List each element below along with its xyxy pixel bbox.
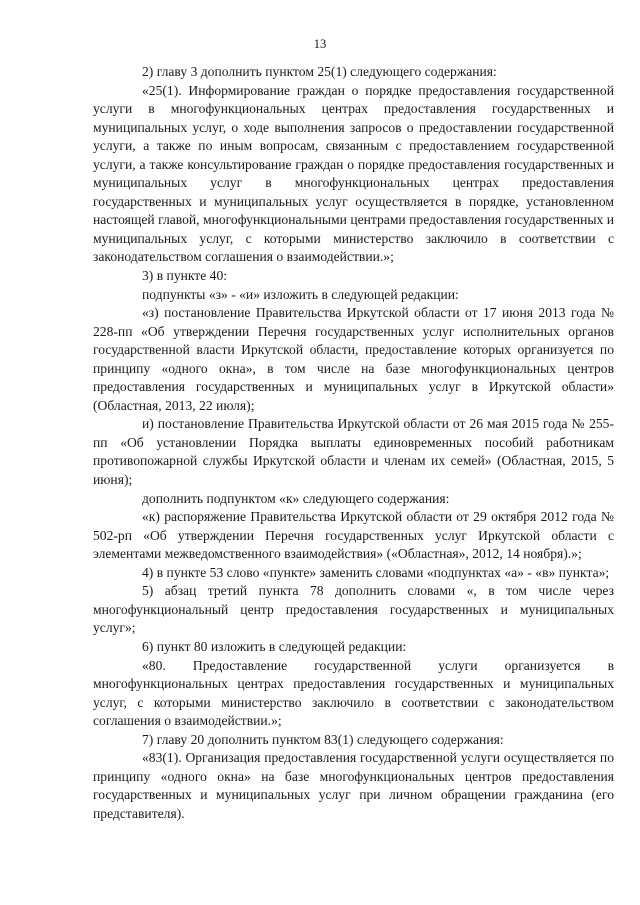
- paragraph: «з) постановление Правительства Иркутской области от 17 июня 2013 года № 228-пп «Об утверждении Перечня государственных услуг исполнительных органов государственной власти Иркутской области, предоставление которых организуется по принципу «одного окна», в том числе на базе многофункциональных центров предоставления государственных и муниципальных услуг в Иркутской области» (Областная, 2013, 22 июля);: [93, 305, 614, 413]
- paragraph: 3) в пункте 40:: [142, 268, 228, 284]
- paragraph: 6) пункт 80 изложить в следующей редакции:: [142, 638, 407, 654]
- paragraph: «к) распоряжение Правительства Иркутской области от 29 октября 2012 года № 502-рп «Об утверждении Перечня государственных услуг Иркутской области с элементами межведомственного взаимодействия» («Областная», 2012, 14 ноября).»;: [93, 509, 614, 562]
- paragraph: дополнить подпунктом «к» следующего содержания:: [142, 490, 450, 506]
- paragraph: 7) главу 20 дополнить пунктом 83(1) следующего содержания:: [142, 731, 504, 747]
- paragraph: подпункты «з» - «и» изложить в следующей редакции:: [142, 286, 459, 302]
- paragraph: 2) главу 3 дополнить пунктом 25(1) следующего содержания:: [142, 64, 497, 79]
- paragraph: 5) абзац третий пункта 78 дополнить словами «, в том числе через многофункциональный центр предоставления государственных и муниципальных услуг»;: [93, 583, 614, 636]
- paragraph: 4) в пункте 53 слово «пункте» заменить словами «подпунктах «а» - «в» пункта»;: [142, 564, 610, 580]
- paragraph: «83(1). Организация предоставления государственной услуги осуществляется по принципу «одного окна» на базе многофункциональных центров предоставления государственных и муниципальных услуг при личном обращении гражданина (его представителя).: [93, 750, 614, 821]
- document-body: [93, 63, 614, 823]
- page-number: 13: [313, 37, 327, 51]
- paragraph: и) постановление Правительства Иркутской области от 26 мая 2015 года № 255-пп «Об установлении Порядка выплаты единовременных пособий работникам противопожарной службы Иркутской области и членам их семей» (Областная, 2015, 5 июня);: [93, 416, 614, 488]
- paragraph: «80. Предоставление государственной услуги организуется в многофункциональных центрах предоставления государственных и муниципальных услуг, с которыми министерство заключило в соответствии с законодательством соглашения о взаимодействии.»;: [93, 657, 614, 729]
- paragraph: «25(1). Информирование граждан о порядке предоставления государственной услуги в многофункциональных центрах предоставления государственных и муниципальных услуг, о ходе выполнения запросов о предоставлении государственной услуги, а также по иным вопросам, связанным с предоставлением государственной услуги, а также консультирование граждан о порядке предоставления государственных и муниципальных услуг в многофункциональных центрах предоставления государственных и муниципальных услуг осуществляется в порядке, установленном настоящей главой, многофункциональными центрами предоставления государственных и муниципальных услуг, с которыми министерство заключило в соответствии с законодательством соглашения о взаимодействии.»;: [93, 82, 614, 265]
